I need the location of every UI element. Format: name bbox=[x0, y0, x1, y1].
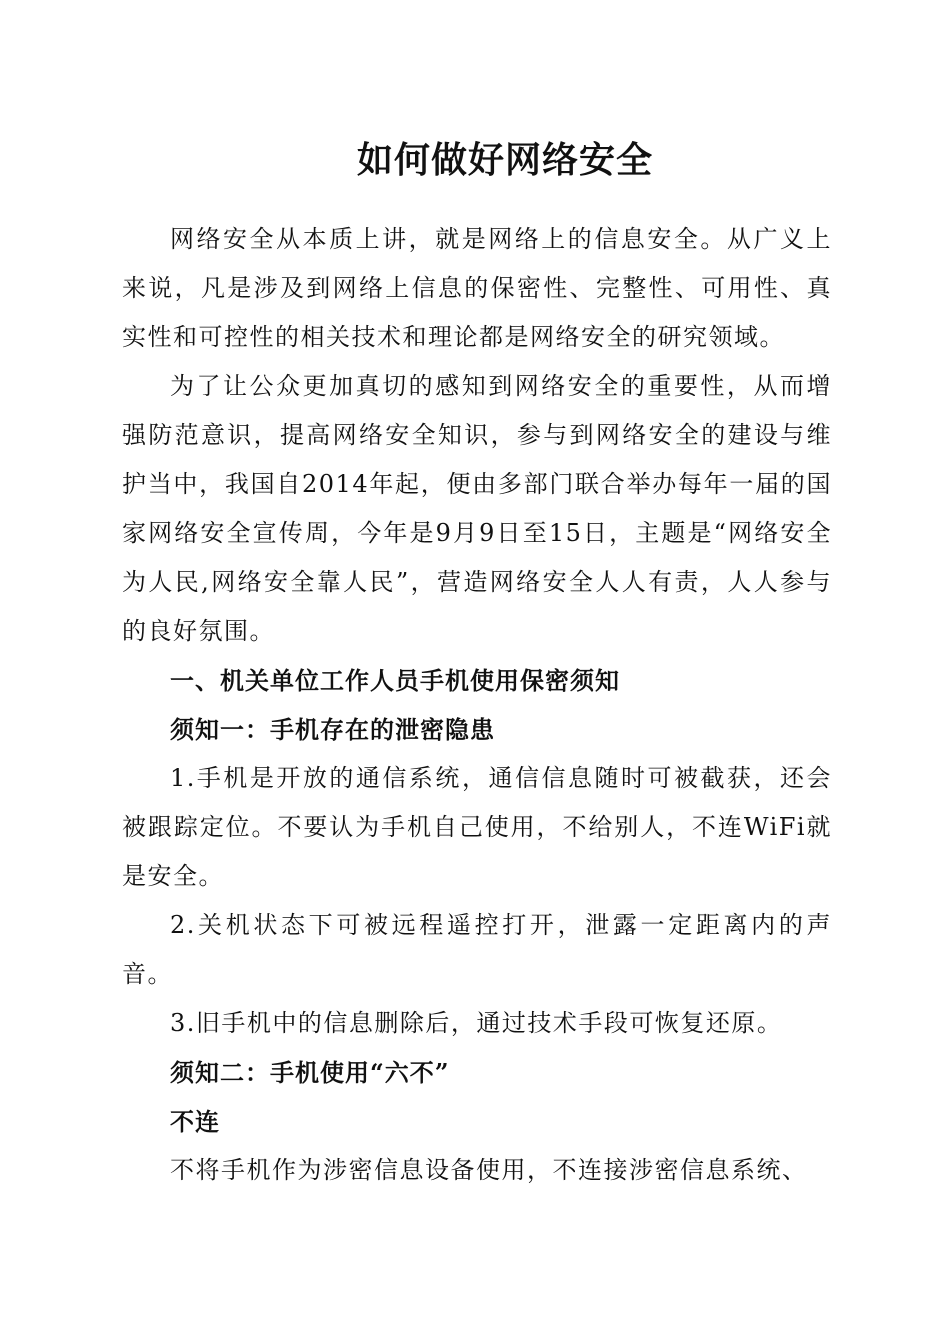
paragraph-awareness-week: 为了让公众更加真切的感知到网络安全的重要性，从而增强防范意识，提高网络安全知识，参与到网络安全的建设与维护当中，我国自2014年起，便由多部门联合举办每年一届的国家网络安全宣传周，今年是9月9日至15日，主题是“网络安全为人民,网络安全靠人民”，营造网络安全人人有责，人人参与的良好氛围。 bbox=[122, 372, 832, 645]
document-body bbox=[122, 215, 832, 1195]
rule-heading-no-connect: 不连 bbox=[170, 1107, 220, 1136]
document-title: 如何做好网络安全 bbox=[356, 139, 653, 181]
subsection-heading-risks: 须知一：手机存在的泄密隐患 bbox=[170, 715, 495, 744]
section-heading-phone-rules: 一、机关单位工作人员手机使用保密须知 bbox=[170, 666, 620, 695]
paragraph-no-connect: 不将手机作为涉密信息设备使用，不连接涉密信息系统、 bbox=[170, 1156, 808, 1184]
paragraph-risk-3: 3.旧手机中的信息删除后，通过技术手段可恢复还原。 bbox=[170, 1009, 783, 1037]
subsection-heading-six-nots: 须知二：手机使用“六不” bbox=[170, 1058, 450, 1087]
paragraph-intro: 网络安全从本质上讲，就是网络上的信息安全。从广义上来说，凡是涉及到网络上信息的保密性、完整性、可用性、真实性和可控性的相关技术和理论都是网络安全的研究领域。 bbox=[122, 225, 832, 351]
paragraph-risk-2: 2.关机状态下可被远程遥控打开，泄露一定距离内的声音。 bbox=[122, 911, 832, 988]
paragraph-risk-1: 1.手机是开放的通信系统，通信信息随时可被截获，还会被跟踪定位。不要认为手机自己使用，不给别人，不连WiFi就是安全。 bbox=[122, 764, 832, 890]
